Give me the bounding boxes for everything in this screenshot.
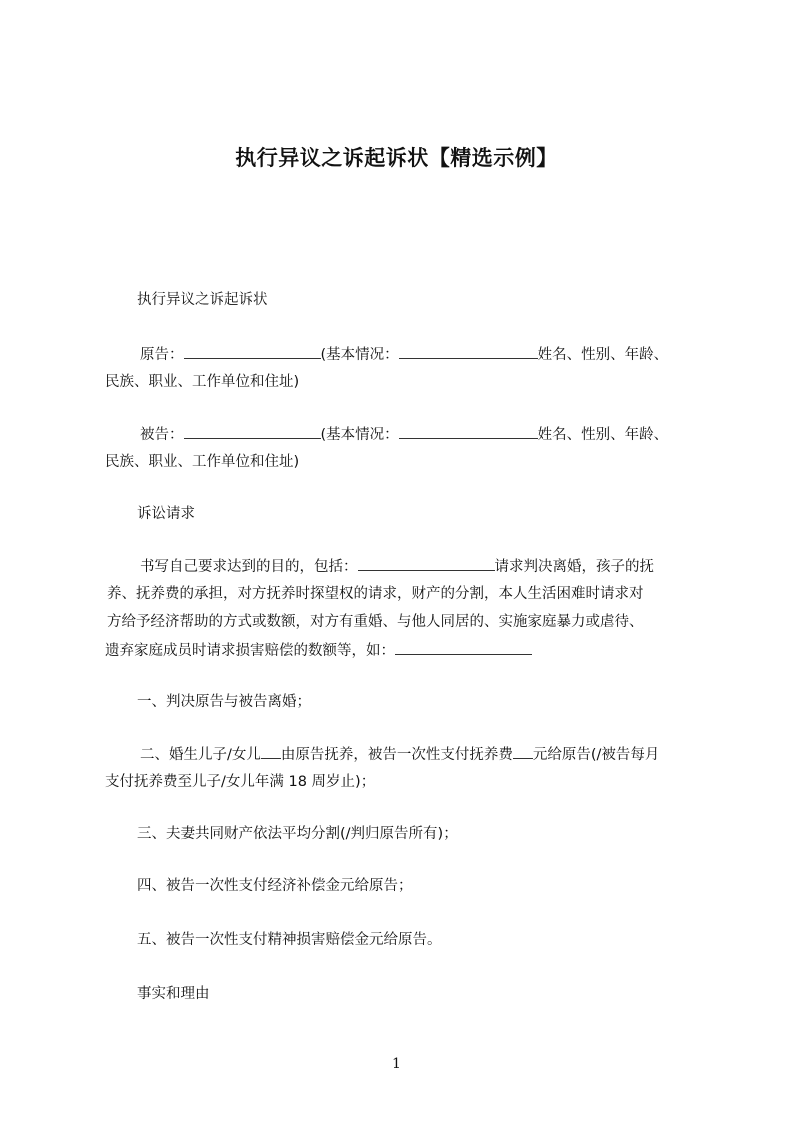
- claim-item-2-text-c: 元给原告(/被告每月: [532, 747, 660, 763]
- claim-item-2: [140, 744, 659, 765]
- claim-item-5: 五、被告一次性支付精神损害赔偿金元给原告。: [137, 932, 442, 948]
- claims-intro-line-2: 养、抚养费的承担，对方抚养时探望权的请求，财产的分割，本人生活困难时请求对: [107, 586, 644, 602]
- claim-item-3: 三、夫妻共同财产依法平均分割(/判归原告所有)；: [137, 826, 458, 842]
- defendant-line-cont: 民族、职业、工作单位和住址): [105, 454, 300, 470]
- claim-item-2-blank-1: [261, 744, 281, 759]
- claims-intro-blank: [358, 556, 495, 571]
- claims-example-blank: [395, 640, 532, 655]
- defendant-name-blank: [184, 424, 321, 439]
- plaintiff-line: [140, 344, 668, 365]
- claims-intro-line-1: [140, 556, 654, 577]
- claims-intro-text-c: 遗弃家庭成员时请求损害赔偿的数额等，如：: [105, 643, 395, 659]
- claims-intro-text-b: 请求判决离婚，孩子的抚: [494, 559, 654, 575]
- plaintiff-label: 原告：: [140, 347, 184, 363]
- claims-intro-text-a: 书写自己要求达到的目的，包括：: [140, 559, 358, 575]
- defendant-label: 被告：: [140, 427, 184, 443]
- plaintiff-info-blank: [399, 344, 538, 359]
- claim-item-2-cont: 支付抚养费至儿子/女儿年满 18 周岁止)；: [105, 774, 376, 790]
- claims-intro-line-3: 方给予经济帮助的方式或数额，对方有重婚、与他人同居的、实施家庭暴力或虐待、: [107, 614, 644, 630]
- claim-item-4: 四、被告一次性支付经济补偿金元给原告；: [137, 878, 413, 894]
- plaintiff-line-cont: 民族、职业、工作单位和住址): [105, 374, 300, 390]
- defendant-info-label: (基本情况：: [320, 427, 399, 443]
- claim-item-2-text-a: 二、婚生儿子/女儿: [140, 747, 261, 763]
- claim-item-2-text-b: 由原告抚养，被告一次性支付抚养费: [280, 747, 513, 763]
- plaintiff-name-blank: [184, 344, 321, 359]
- defendant-info-tail: 姓名、性别、年龄、: [537, 427, 669, 443]
- defendant-info-blank: [399, 424, 538, 439]
- plaintiff-info-tail: 姓名、性别、年龄、: [537, 347, 669, 363]
- defendant-line: [140, 424, 668, 445]
- page-number: 1: [392, 1056, 401, 1072]
- plaintiff-info-label: (基本情况：: [320, 347, 399, 363]
- section-heading: 执行异议之诉起诉状: [137, 292, 268, 308]
- claim-item-1: 一、判决原告与被告离婚；: [137, 694, 311, 710]
- claims-intro-line-4: [105, 640, 532, 661]
- claims-heading: 诉讼请求: [137, 506, 195, 522]
- document-title: 执行异议之诉起诉状【精选示例】: [235, 146, 558, 170]
- claim-item-2-blank-2: [513, 744, 533, 759]
- facts-heading: 事实和理由: [137, 986, 210, 1002]
